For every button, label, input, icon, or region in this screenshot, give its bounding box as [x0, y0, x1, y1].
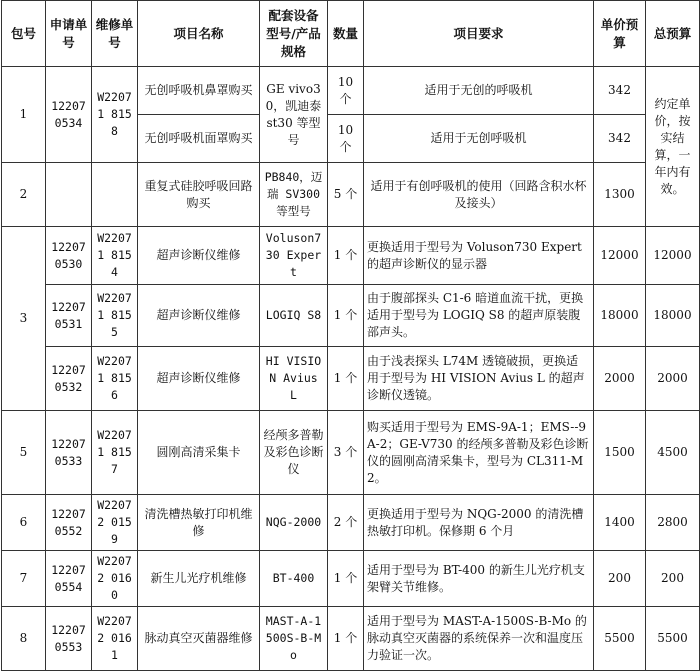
cell-zong-yu-suan: 12000 [646, 227, 700, 285]
cell-shu-liang: 2 个 [328, 495, 364, 551]
table-row [2, 163, 700, 227]
cell-shu-liang: 3 个 [328, 411, 364, 495]
cell-shu-liang: 1 个 [328, 347, 364, 411]
cell-shu-liang: 10 个 [328, 115, 364, 163]
cell-dan-jia-yu-suan: 342 [594, 115, 646, 163]
cell-dan-jia-yu-suan: 200 [594, 551, 646, 607]
cell-wei-xiu-dan-hao: W22071 8157 [92, 411, 138, 495]
cell-xiang-mu-yao-qiu: 由于浅表探头 L74M 透镜破损，更换适用于型号为 HI VISION Avius L 的超声诊断仪透镜。 [364, 347, 594, 411]
cell-shu-liang: 1 个 [328, 227, 364, 285]
col-header-xiang-mu-yao-qiu: 项目要求 [364, 1, 594, 67]
table-row [2, 411, 700, 495]
col-header-bao-hao: 包号 [2, 1, 46, 67]
cell-xiang-mu-ming-cheng: 清洗槽热敏打印机维修 [138, 495, 260, 551]
cell-xiang-mu-ming-cheng: 圆刚高清采集卡 [138, 411, 260, 495]
col-header-dan-jia-yu-suan: 单价预算 [594, 1, 646, 67]
cell-pei-tao-she-bei: BT-400 [260, 551, 328, 607]
cell-wei-xiu-dan-hao: W22071 8154 [92, 227, 138, 285]
table-row [2, 347, 700, 411]
cell-pei-tao-she-bei: HI VISION Avius L [260, 347, 328, 411]
cell-xiang-mu-yao-qiu: 购买适用于型号为 EMS-9A-1；EMS--9A-2；GE-V730 的经颅多普勒及彩色诊断仪的圆刚高清采集卡，型号为 CL311-M2。 [364, 411, 594, 495]
cell-bao-hao: 8 [2, 607, 46, 671]
cell-wei-xiu-dan-hao: W22072 0160 [92, 551, 138, 607]
cell-wei-xiu-dan-hao: W22072 0159 [92, 495, 138, 551]
cell-wei-xiu-dan-hao: W22071 8155 [92, 285, 138, 347]
cell-dan-jia-yu-suan: 1300 [594, 163, 646, 227]
col-header-shen-qing-dan-hao: 申请单号 [46, 1, 92, 67]
cell-xiang-mu-ming-cheng: 新生儿光疗机维修 [138, 551, 260, 607]
cell-wei-xiu-dan-hao: W22071 8158 [92, 67, 138, 163]
cell-dan-jia-yu-suan: 18000 [594, 285, 646, 347]
table-row [2, 495, 700, 551]
cell-xiang-mu-yao-qiu: 适用于无创的呼吸机 [364, 67, 594, 115]
cell-xiang-mu-ming-cheng: 超声诊断仪维修 [138, 227, 260, 285]
cell-pei-tao-she-bei: LOGIQ S8 [260, 285, 328, 347]
cell-shu-liang: 1 个 [328, 285, 364, 347]
cell-shen-qing-dan-hao: 12207 0552 [46, 495, 92, 551]
cell-shu-liang: 10 个 [328, 67, 364, 115]
cell-xiang-mu-ming-cheng: 脉动真空灭菌器维修 [138, 607, 260, 671]
cell-zong-yu-suan: 5500 [646, 607, 700, 671]
cell-bao-hao: 5 [2, 411, 46, 495]
cell-pei-tao-she-bei: PB840，迈瑞 SV300 等型号 [260, 163, 328, 227]
cell-bao-hao: 2 [2, 163, 46, 227]
cell-shen-qing-dan-hao: 12207 0532 [46, 347, 92, 411]
cell-shen-qing-dan-hao: 12207 0554 [46, 551, 92, 607]
cell-zong-yu-suan: 2800 [646, 495, 700, 551]
cell-bao-hao: 6 [2, 495, 46, 551]
cell-bao-hao: 7 [2, 551, 46, 607]
table-row [2, 227, 700, 285]
header-row [2, 1, 700, 67]
cell-shen-qing-dan-hao [46, 163, 92, 227]
table-row [2, 607, 700, 671]
cell-zong-yu-suan: 约定单价，按实结算，一年内有效。 [646, 67, 700, 227]
col-header-pei-tao-she-bei: 配套设备型号/产品规格 [260, 1, 328, 67]
cell-xiang-mu-yao-qiu: 更换适用于型号为 NQG-2000 的清洗槽热敏打印机。保修期 6 个月 [364, 495, 594, 551]
table-row [2, 285, 700, 347]
col-header-shu-liang: 数量 [328, 1, 364, 67]
cell-shen-qing-dan-hao: 12207 0553 [46, 607, 92, 671]
cell-shen-qing-dan-hao: 12207 0530 [46, 227, 92, 285]
cell-xiang-mu-ming-cheng: 超声诊断仪维修 [138, 285, 260, 347]
cell-shu-liang: 1 个 [328, 607, 364, 671]
cell-dan-jia-yu-suan: 2000 [594, 347, 646, 411]
cell-shu-liang: 5 个 [328, 163, 364, 227]
cell-zong-yu-suan: 4500 [646, 411, 700, 495]
cell-xiang-mu-yao-qiu: 适用于型号为 MAST-A-1500S-B-Mo 的脉动真空灭菌器的系统保养一次和温度压力验证一次。 [364, 607, 594, 671]
cell-wei-xiu-dan-hao: W22072 0161 [92, 607, 138, 671]
col-header-xiang-mu-ming-cheng: 项目名称 [138, 1, 260, 67]
cell-bao-hao: 3 [2, 227, 46, 411]
cell-xiang-mu-ming-cheng: 无创呼吸机鼻罩购买 [138, 67, 260, 115]
cell-pei-tao-she-bei: 经颅多普勒及彩色诊断仪 [260, 411, 328, 495]
cell-pei-tao-she-bei: NQG-2000 [260, 495, 328, 551]
cell-dan-jia-yu-suan: 342 [594, 67, 646, 115]
cell-wei-xiu-dan-hao [92, 163, 138, 227]
cell-shen-qing-dan-hao: 12207 0531 [46, 285, 92, 347]
cell-zong-yu-suan: 2000 [646, 347, 700, 411]
cell-dan-jia-yu-suan: 12000 [594, 227, 646, 285]
cell-xiang-mu-yao-qiu: 适用于有创呼吸机的使用（回路含积水杯及接头） [364, 163, 594, 227]
cell-pei-tao-she-bei: GE vivo30，凯迪泰 st30 等型号 [260, 67, 328, 163]
cell-xiang-mu-ming-cheng: 重复式硅胶呼吸回路购买 [138, 163, 260, 227]
cell-wei-xiu-dan-hao: W22071 8156 [92, 347, 138, 411]
cell-pei-tao-she-bei: Voluson7 30 Expert [260, 227, 328, 285]
cell-shen-qing-dan-hao: 12207 0534 [46, 67, 92, 163]
cell-bao-hao: 1 [2, 67, 46, 163]
cell-xiang-mu-yao-qiu: 适用于型号为 BT-400 的新生儿光疗机支架臂关节维修。 [364, 551, 594, 607]
cell-shen-qing-dan-hao: 12207 0533 [46, 411, 92, 495]
col-header-wei-xiu-dan-hao: 维修单号 [92, 1, 138, 67]
cell-zong-yu-suan: 200 [646, 551, 700, 607]
table-row [2, 551, 700, 607]
cell-xiang-mu-ming-cheng: 超声诊断仪维修 [138, 347, 260, 411]
table-row [2, 67, 700, 115]
cell-dan-jia-yu-suan: 1400 [594, 495, 646, 551]
cell-shu-liang: 1 个 [328, 551, 364, 607]
cell-xiang-mu-yao-qiu: 由于腹部探头 C1-6 暗道血流干扰，更换适用于型号为 LOGIQ S8 的超声原装腹部声头。 [364, 285, 594, 347]
procurement-table [1, 0, 700, 671]
cell-xiang-mu-ming-cheng: 无创呼吸机面罩购买 [138, 115, 260, 163]
cell-zong-yu-suan: 18000 [646, 285, 700, 347]
cell-dan-jia-yu-suan: 5500 [594, 607, 646, 671]
cell-dan-jia-yu-suan: 1500 [594, 411, 646, 495]
cell-xiang-mu-yao-qiu: 适用于无创呼吸机 [364, 115, 594, 163]
cell-pei-tao-she-bei: MAST-A-1 500S-B-M o [260, 607, 328, 671]
col-header-zong-yu-suan: 总预算 [646, 1, 700, 67]
cell-xiang-mu-yao-qiu: 更换适用于型号为 Voluson730 Expert 的超声诊断仪的显示器 [364, 227, 594, 285]
